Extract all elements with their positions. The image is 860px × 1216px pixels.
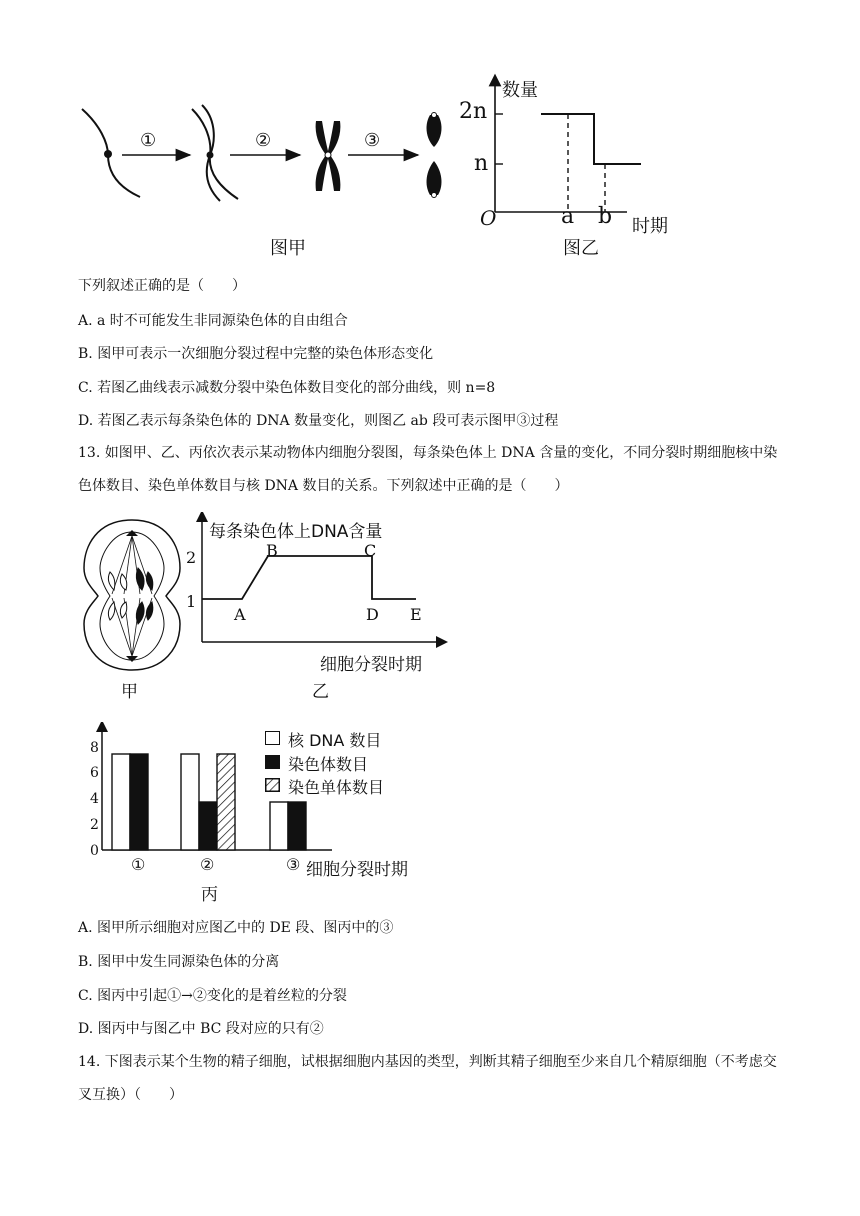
bar-category-3: ③ [286,855,301,874]
arrow-label-1: ① [140,130,157,151]
fig-label-yi: 乙 [312,682,329,702]
q13-option-d[interactable]: D. 图丙中与图乙中 BC 段对应的只有② [78,1021,324,1037]
q13-option-a[interactable]: A. 图甲所示细胞对应图乙中的 DE 段、图丙中的③ [78,920,394,936]
dna-line [202,556,416,599]
q12-option-a[interactable]: A. a 时不可能发生非同源染色体的自由组合 [78,313,348,329]
figure-caption-jia: 图甲 [270,238,306,259]
bar-chromosome-2 [199,802,217,850]
figure-jia-chromosome-series [70,95,450,225]
bar-y-tick-2: 2 [90,817,99,833]
fig-label-bing: 丙 [201,885,218,905]
bar-category-1: ① [131,855,146,874]
graph-yi-y-tick-1: 1 [186,592,197,611]
graph-yi-x-label: 细胞分裂时期 [320,655,422,675]
question-13-stem: 13. 如图甲、乙、丙依次表示某动物体内细胞分裂图，每条染色体上 DNA 含量的变化，不同分裂时期细胞核中染色体数目、染色单体数目与核 DNA 数目的关系。下列叙述中正确的是（ ） [78,445,778,494]
legend-label-chromosome: 染色体数目 [288,755,369,774]
graph-y-tick-2n: 2n [459,99,488,124]
q12-option-d[interactable]: D. 若图乙表示每条染色体的 DNA 数量变化，则图乙 ab 段可表示图甲③过程 [78,413,559,429]
bar-y-tick-8: 8 [90,740,99,756]
graph-origin: O [480,206,497,230]
graph-yi-point-a: A [234,605,246,624]
separated-chromatids-icon [427,113,442,198]
graph-yi-title: 每条染色体上DNA含量 [209,522,383,542]
graph-yi-point-b: B [266,541,278,560]
graph-x-mark-b: b [598,204,613,229]
bar-dna-2 [181,754,199,850]
arrow-label-2: ② [255,130,272,151]
q13-option-c[interactable]: C. 图丙中引起①→②变化的是着丝粒的分裂 [78,988,347,1004]
graph-yi-point-d: D [366,605,379,624]
graph-yi-y-tick-2: 2 [186,548,197,567]
legend-label-dna: 核 DNA 数目 [288,731,382,750]
graph-y-tick-n: n [474,151,489,176]
bar-x-label: 细胞分裂时期 [306,860,408,880]
graph-x-axis-label: 时期 [632,216,668,237]
bar-chromatid-2 [217,754,235,850]
arrow-label-3: ③ [364,130,381,151]
condensed-chromosome-icon [316,121,341,191]
question-14-stem: 14. 下图表示某个生物的精子细胞，试根据细胞内基因的类型，判断其精子细胞至少来自几个精原细胞（不考虑交叉互换）（ ） [78,1054,777,1103]
bar-y-tick-4: 4 [90,791,99,807]
graph-y-axis-label: 数量 [502,80,538,101]
bar-dna-3 [270,802,288,850]
q13-option-b[interactable]: B. 图甲中发生同源染色体的分离 [78,954,280,970]
cell-division-diagram [82,516,182,676]
graph-yi-point-c: C [364,541,377,560]
bar-chromosome-3 [288,802,306,850]
bar-chromosome-1 [130,754,148,850]
bar-dna-1 [112,754,130,850]
fig-label-jia: 甲 [121,682,138,702]
legend-label-chromatid: 染色单体数目 [288,778,385,797]
graph-yi-point-e: E [410,605,422,624]
q12-option-c[interactable]: C. 若图乙曲线表示减数分裂中染色体数目变化的部分曲线，则 n=8 [78,380,496,396]
legend-swatch-chromosome [265,755,280,769]
centromere-icon [104,150,112,158]
question-12-stem: 下列叙述正确的是（ ） [78,278,246,294]
bar-category-2: ② [200,855,215,874]
figure-caption-yi: 图乙 [563,238,599,259]
legend-swatch-dna [265,731,280,745]
bar-y-tick-0: 0 [90,843,99,859]
legend-swatch-chromatid [265,778,280,792]
bar-y-tick-6: 6 [90,765,99,781]
q12-option-b[interactable]: B. 图甲可表示一次细胞分裂过程中完整的染色体形态变化 [78,346,434,362]
graph-x-mark-a: a [561,204,575,229]
step-line [541,114,641,164]
